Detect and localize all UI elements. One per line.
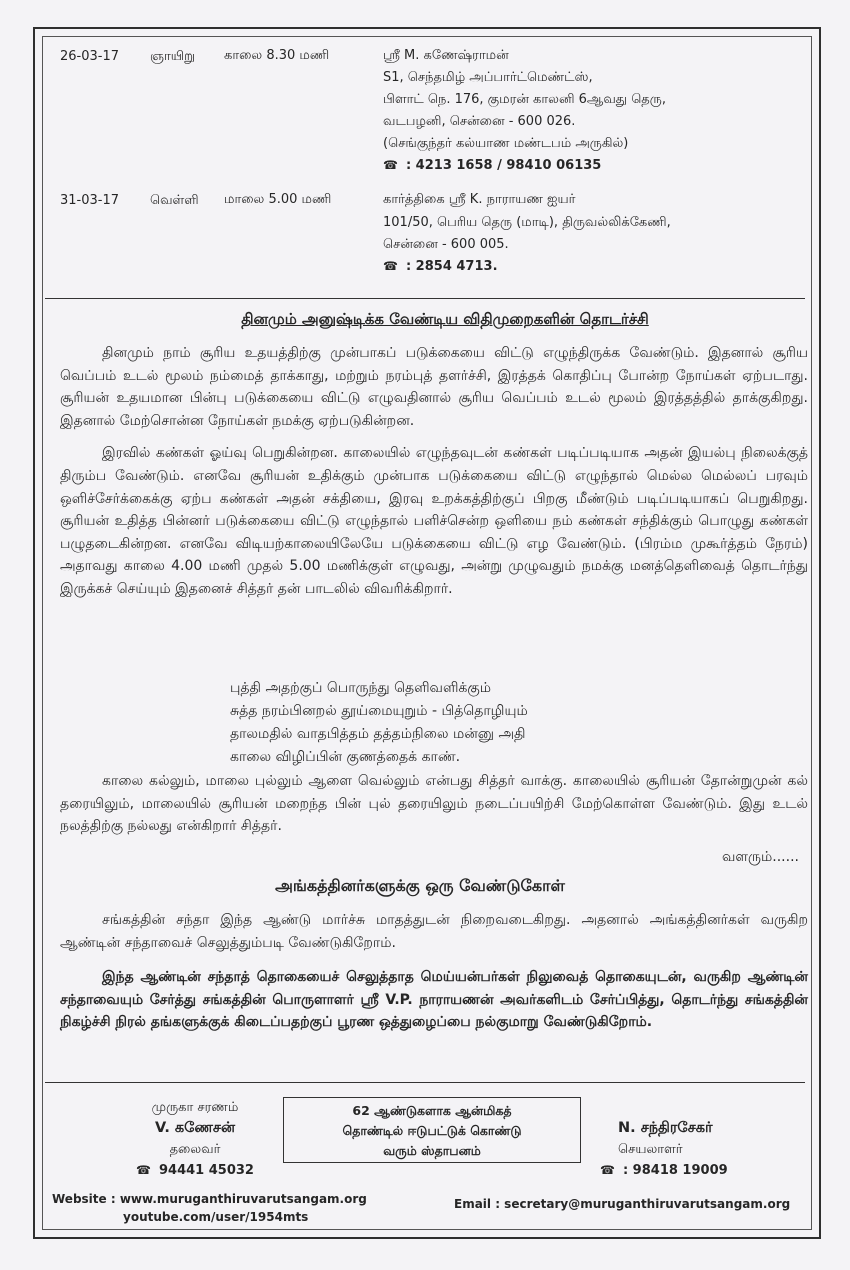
secretary-role: செயலாளர் xyxy=(618,1142,683,1157)
continued-label: வளரும்...... xyxy=(722,849,799,865)
schedule-2-time: மாலை 5.00 மணி xyxy=(224,192,332,207)
president-signature xyxy=(110,1097,280,1181)
schedule-2-phone: : 2854 4713. xyxy=(405,259,498,274)
president-role: தலைவர் xyxy=(169,1142,221,1157)
footer-divider xyxy=(45,1082,805,1083)
organization-box-line-1: 62 ஆண்டுகளாக ஆன்மிகத் xyxy=(352,1103,512,1118)
request-title: அங்கத்தினர்களுக்கு ஒரு வேண்டுகோள் xyxy=(275,876,565,895)
greeting: முருகா சரணம் xyxy=(151,1100,239,1115)
verse-line-2: சுத்த நரம்பினறல் தூய்மையுறும் - பித்தொழியும் xyxy=(230,703,528,719)
article-paragraph-3: காலை கல்லும், மாலை புல்லும் ஆளை வெல்லும் என்பது சித்தர் வாக்கு. காலையில் சூரியன் தோன்றுமுன் கல் தரையிலும், மாலையில் சூரியன் மறைந்த பின் புல் தரையிலும் நடைப்பயிற்சி மேற்கொள்ள வேண்டும். இது உடல் நலத்திற்கு நல்லது என்கிறார் சித்தர். xyxy=(60,773,808,835)
youtube-link[interactable]: youtube.com/user/1954mts xyxy=(123,1210,309,1224)
president-name: V. கணேசன் xyxy=(154,1120,236,1136)
verse-line-3: தாலமதில் வாதபித்தம் தத்தம்நிலை மன்னு அதி xyxy=(230,726,526,742)
verse-line-4: காலை விழிப்பின் குணத்தைக் காண். xyxy=(230,749,461,765)
phone-icon: ☎ xyxy=(383,259,398,273)
schedule-2-address-1: 101/50, பெரிய தெரு (மாடி), திருவல்லிக்கேணி, xyxy=(383,215,671,230)
email-link[interactable]: Email : secretary@muruganthiruvarutsangam.org xyxy=(454,1197,791,1211)
phone-icon: ☎ xyxy=(600,1163,615,1177)
schedule-2-address-2: சென்னை - 600 005. xyxy=(383,237,509,252)
phone-icon: ☎ xyxy=(383,158,398,172)
schedule-1-address-1: S1, செந்தமிழ் அப்பார்ட்மெண்ட்ஸ், xyxy=(383,70,593,85)
article-paragraph-3-wrap xyxy=(60,770,808,838)
schedule-1-address-2: பிளாட் நெ. 176, குமரன் காலனி 6ஆவது தெரு, xyxy=(383,92,666,107)
schedule-1-phone-line xyxy=(383,155,601,177)
schedule-2-host: கார்த்திகை ஸ்ரீ K. நாராயண ஐயர் xyxy=(383,192,576,207)
president-phone: 94441 45032 xyxy=(158,1163,254,1178)
secretary-phone: : 98418 19009 xyxy=(622,1163,728,1178)
schedule-1-date: 26-03-17 xyxy=(60,49,120,64)
schedule-1-host: ஸ்ரீ M. கணேஷ்ராமன் xyxy=(383,48,509,63)
website-link[interactable]: Website : www.muruganthiruvarutsangam.org xyxy=(52,1192,367,1206)
verse-line-1: புத்தி அதற்குப் பொருந்து தெளிவளிக்கும் xyxy=(230,680,492,696)
schedule-1-time: காலை 8.30 மணி xyxy=(224,48,330,63)
phone-icon: ☎ xyxy=(136,1163,151,1177)
secretary-name: N. சந்திரசேகர் xyxy=(618,1120,713,1136)
article-paragraph-2: இரவில் கண்கள் ஓய்வு பெறுகின்றன. காலையில் எழுந்தவுடன் கண்கள் படிப்படியாக அதன் இயல்பு நிலைக்குத் திரும்ப வேண்டும். எனவே சூரியன் உதிக்கும் முன்பாக படுக்கையை விட்டு எழுந்தால் மெல்ல மெல்லப் பரவும் ஒளிச்சேர்க்கைக்கு ஏற்ப கண்கள் அதன் சக்தியை, இரவு உறக்கத்திற்குப் பிறகு மீண்டும் படிப்படியாகப் பெறுகிறது. சூரியன் உதித்த பின்னர் படுக்கையை விட்டு எழுந்தால் பளிச்சென்ற ஒளியை நம் கண்கள் சந்திக்கும் பொழுது கண்கள் பழுதடைகின்றன. எனவே விடியற்காலையிலேயே படுக்கையை விட்டு எழ வேண்டும். (பிரம்ம முகூர்த்தம் நேரம்) அதாவது காலை 4.00 மணி முதல் 5.00 மணிக்குள் எழுவது, அன்று முழுவதும் நமக்கு மனத்தெளிவைத் தொடர்ந்து இருக்கச் செய்யும் இதனைச் சித்தர் தன் பாடலில் விவரிக்கிறார். xyxy=(60,445,808,597)
schedule-1-day: ஞாயிறு xyxy=(150,49,195,64)
secretary-signature xyxy=(600,1118,780,1181)
article-paragraph-1: தினமும் நாம் சூரிய உதயத்திற்கு முன்பாகப் படுக்கையை விட்டு எழுந்திருக்க வேண்டும். இதனால் சூரிய வெப்பம் உடல் மூலம் நம்மைத் தாக்காது, மற்றும் நரம்புத் தளர்ச்சி, இரத்தக் கொதிப்பு போன்ற நோய்கள் ஏற்படாது. சூரியன் உதயமான பின்பு படுக்கையை விட்டு எழுவதினால் சூரிய வெப்பம் உடல் மூலம் இரத்தத்தில் தாக்குகிறது. இதனால் மேற்சொன்ன நோய்கள் நமக்கு ஏற்படுகின்றன. xyxy=(60,345,808,429)
request-body xyxy=(60,909,808,1034)
schedule-2-date: 31-03-17 xyxy=(60,193,120,208)
organization-box-line-2: தொண்டில் ஈடுபட்டுக் கொண்டு xyxy=(342,1123,522,1138)
organization-box-line-3: வரும் ஸ்தாபனம் xyxy=(383,1143,481,1158)
article-title: தினமும் அனுஷ்டிக்க வேண்டிய விதிமுறைகளின் தொடர்ச்சி xyxy=(241,310,649,328)
organization-box xyxy=(283,1097,581,1163)
secretary-phone-line xyxy=(600,1160,780,1181)
divider xyxy=(45,298,805,299)
schedule-2-day: வெள்ளி xyxy=(150,193,199,208)
request-paragraph-2: இந்த ஆண்டின் சந்தாத் தொகையைச் செலுத்தாத மெய்யன்பர்கள் நிலுவைத் தொகையுடன், வருகிற ஆண்டின் சந்தாவையும் சேர்த்து சங்கத்தின் பொருளாளர் ஸ்ரீ V.P. நாராயணன் அவர்களிடம் சேர்ப்பித்து, தொடர்ந்து சங்கத்தின் நிகழ்ச்சி நிரல் தங்களுக்குக் கிடைப்பதற்குப் பூரண ஒத்துழைப்பை நல்குமாறு வேண்டுகிறோம். xyxy=(60,969,808,1031)
request-paragraph-1: சங்கத்தின் சந்தா இந்த ஆண்டு மார்ச்சு மாதத்துடன் நிறைவடைகிறது. அதனால் அங்கத்தினர்கள் வருகிற ஆண்டின் சந்தாவைச் செலுத்தும்படி வேண்டுகிறோம். xyxy=(60,912,808,951)
president-phone-line xyxy=(110,1160,280,1181)
schedule-1-phone: : 4213 1658 / 98410 06135 xyxy=(405,158,602,173)
schedule-1-address-4: (செங்குந்தர் கல்யாண மண்டபம் அருகில்) xyxy=(383,136,629,151)
article-body xyxy=(60,342,808,601)
schedule-1-address-3: வடபழனி, சென்னை - 600 026. xyxy=(383,114,576,129)
schedule-2-phone-line xyxy=(383,256,498,278)
